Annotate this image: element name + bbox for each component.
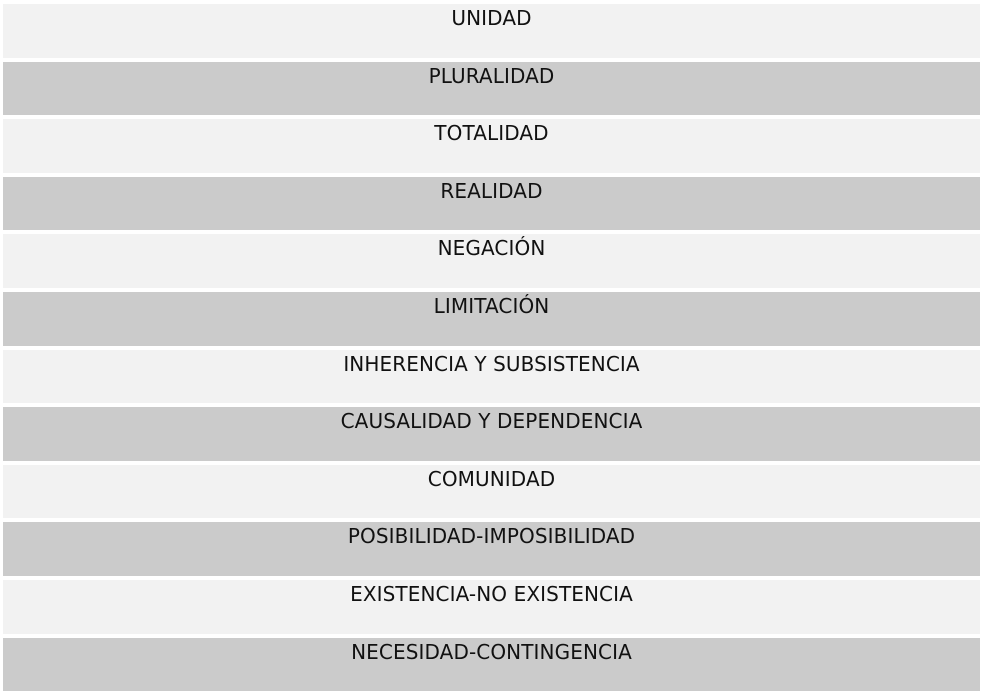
- table-cell: LIMITACIÓN: [433, 293, 550, 318]
- table-cell: REALIDAD: [440, 178, 543, 203]
- table-row: [3, 234, 980, 288]
- table-cell: NEGACIÓN: [437, 236, 546, 261]
- table-row: [3, 4, 980, 58]
- table-row: [3, 119, 980, 173]
- table-row: [3, 350, 980, 404]
- table-cell: CAUSALIDAD Y DEPENDENCIA: [340, 409, 643, 434]
- table-row: [3, 638, 980, 692]
- table-cell: PLURALIDAD: [428, 63, 555, 88]
- table-row: [3, 522, 980, 576]
- table-cell: UNIDAD: [451, 6, 532, 30]
- table-cell: TOTALIDAD: [434, 121, 549, 146]
- table-cell: POSIBILIDAD-IMPOSIBILIDAD: [347, 524, 636, 549]
- table-row: [3, 580, 980, 634]
- table-row: [3, 62, 980, 116]
- table-row: [3, 407, 980, 461]
- table-cell: EXISTENCIA-NO EXISTENCIA: [350, 581, 633, 606]
- table-row: [3, 177, 980, 231]
- table-cell: COMUNIDAD: [427, 466, 556, 491]
- table-row: [3, 465, 980, 519]
- table-cell: NECESIDAD-CONTINGENCIA: [351, 639, 632, 664]
- table-row: [3, 292, 980, 346]
- table-cell: INHERENCIA Y SUBSISTENCIA: [343, 351, 640, 376]
